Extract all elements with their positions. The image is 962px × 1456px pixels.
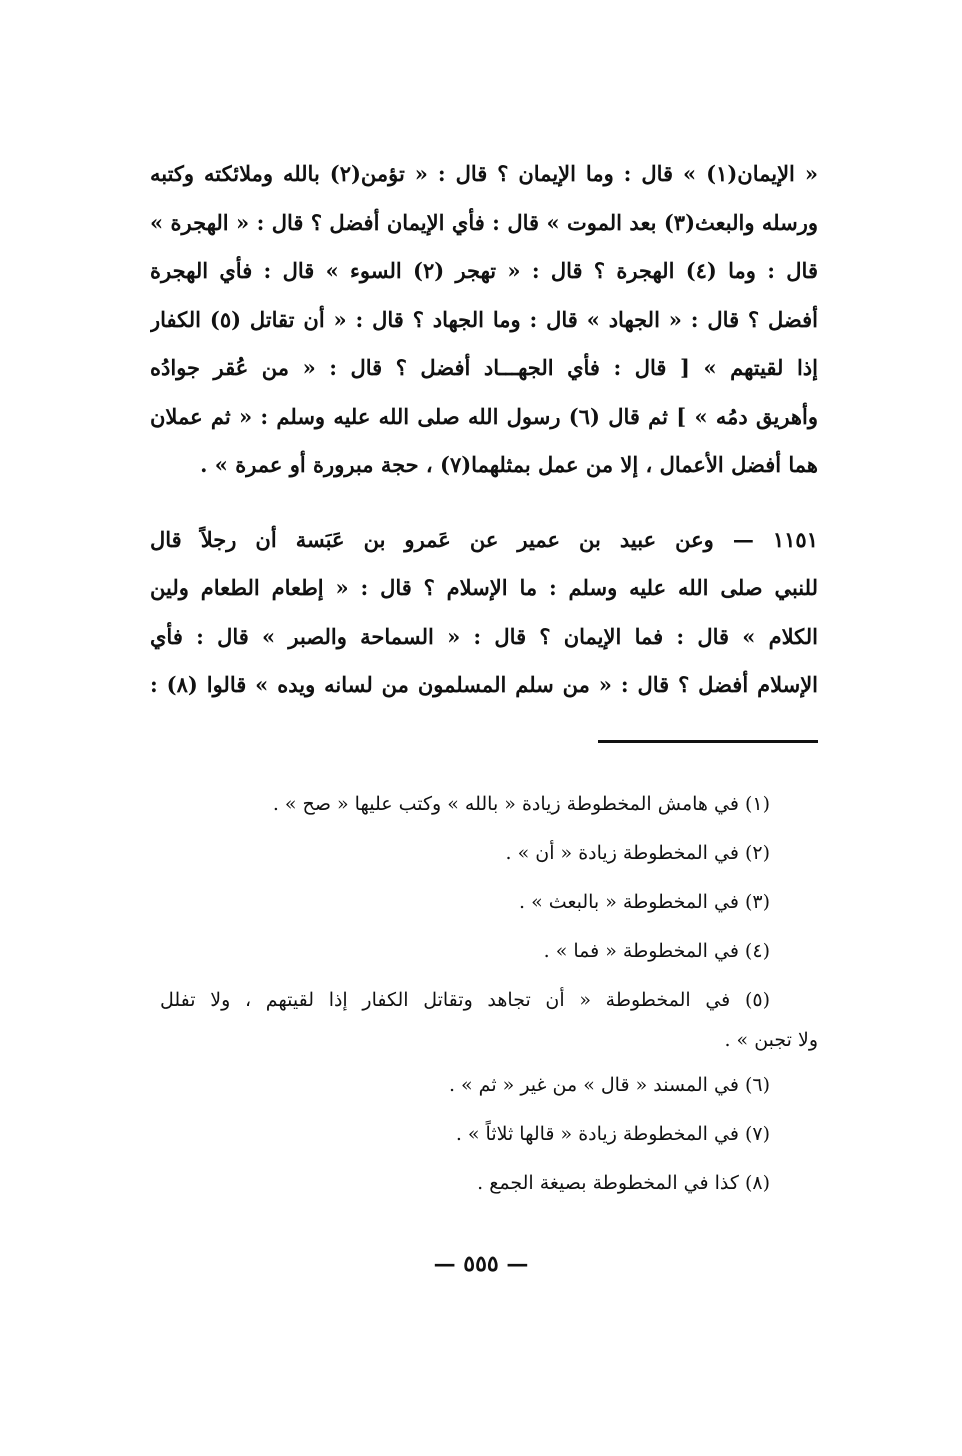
hadith-line: الكلام » قال : فما الإيمان ؟ قال : « السماحة والصبر » قال : فأي <box>150 623 818 649</box>
footnote: (٣) في المخطوطة « بالبعث » . <box>519 891 770 913</box>
footnote: (٨) كذا في المخطوطة بصيغة الجمع . <box>477 1172 770 1194</box>
footnote-continuation: ولا تجبن » . <box>724 1029 818 1051</box>
text-line: إذا لقيتهم » [ قال : فأي الجهـــاد أفضل ؟ قال : « من عُقر جوادُه <box>150 355 818 380</box>
footnotes <box>160 780 818 1208</box>
footnote: (٢) في المخطوطة زيادة « أن » . <box>505 842 770 864</box>
page-number: — ٥٥٥ — <box>433 1251 529 1277</box>
hadith-line: للنبي صلى الله عليه وسلم : ما الإسلام ؟ قال : « إطعام الطعام ولين <box>150 575 818 600</box>
footnote: (٤) في المخطوطة « فما » . <box>543 940 770 962</box>
paragraph-gap <box>150 490 818 516</box>
text-line: أفضل ؟ قال : « الجهاد » قال : وما الجهاد ؟ قال : « أن تقاتل (٥) الكفار <box>150 306 818 332</box>
footnote-divider <box>598 740 818 743</box>
hadith-line: الإسلام أفضل ؟ قال : « من سلم المسلمون من لسانه ويده » قالوا (٨) : <box>150 672 818 697</box>
text-line: هما أفضل الأعمال ، إلا من عمل بمثلهما(٧) ، حجة مبرورة أو عمرة » . <box>200 452 818 477</box>
text-line: « الإيمان(١) » قال : وما الإيمان ؟ قال : « تؤمن(٢) بالله وملائكته وكتبه <box>150 161 818 186</box>
text-line: قال : وما (٤) الهجرة ؟ قال : « تهجر (٢) السوء » قال : فأي الهجرة <box>150 258 818 283</box>
text-line: وأهريق دمُه » ] ثم قال (٦) رسول الله صلى الله عليه وسلم : « ثم عملان <box>150 403 818 429</box>
text-line: ورسله والبعث(٣) بعد الموت » قال : فأي الإيمان أفضل ؟ قال : « الهجرة » <box>150 209 818 235</box>
footnote: (١) في هامش المخطوطة زيادة « بالله » وكتب عليها « صح » . <box>272 793 770 815</box>
footnote: (٦) في المسند « قال » من غير « ثم » . <box>448 1074 770 1096</box>
footnote: (٧) في المخطوطة زيادة « قالها ثلاثاً » . <box>455 1123 770 1145</box>
main-text <box>150 150 818 710</box>
hadith-line: ١١٥١ — وعن عبيد بن عمير عن عَمرو بن عَبَسة أن رجلاً قال <box>150 526 818 552</box>
footnote: (٥) في المخطوطة « أن تجاهد وتقاتل الكفار إذا لقيتهم ، ولا تفلل <box>160 989 770 1011</box>
